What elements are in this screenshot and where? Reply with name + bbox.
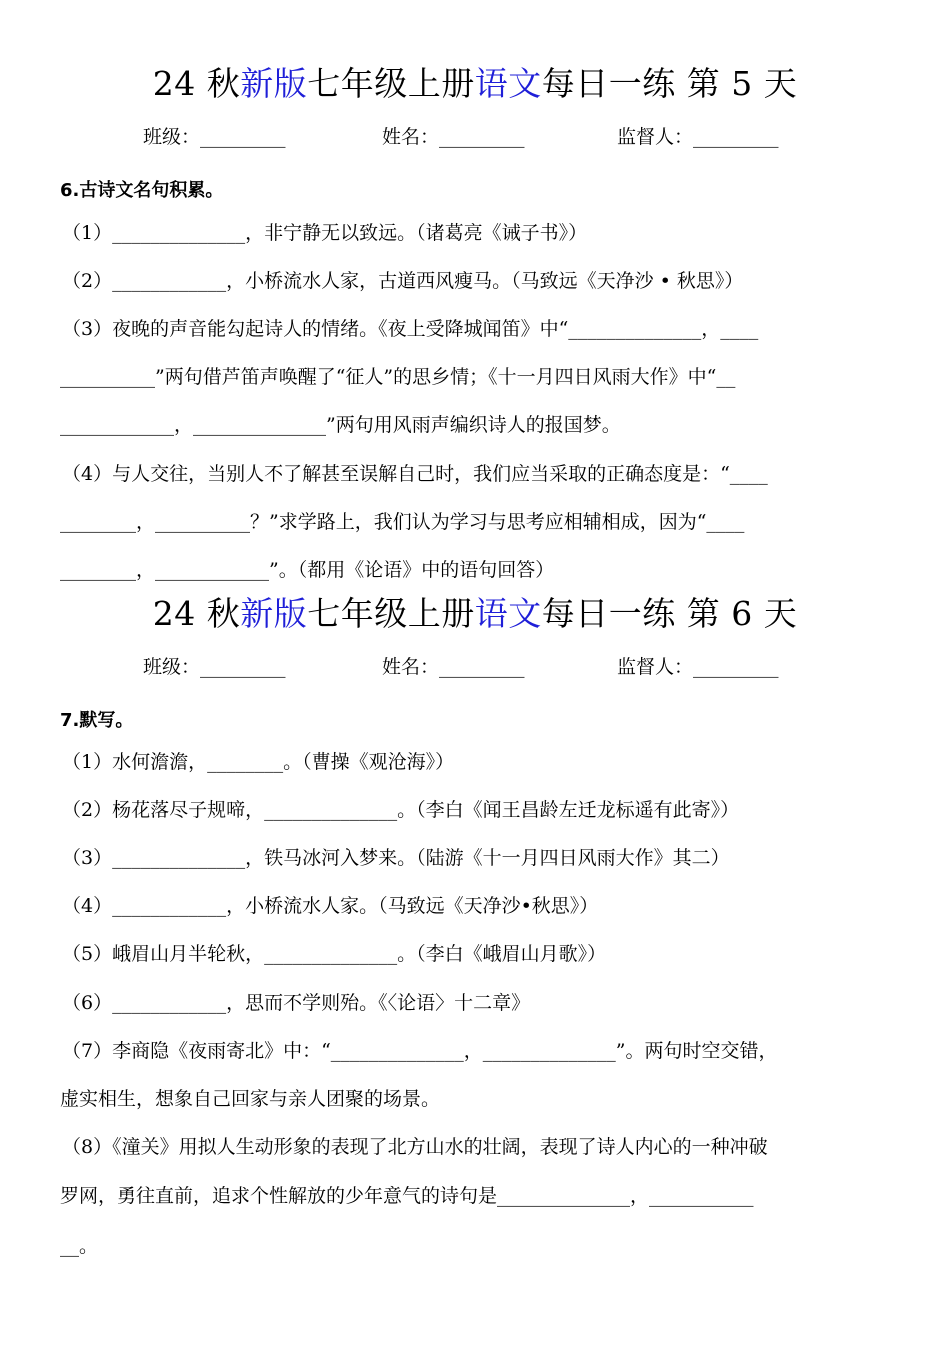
question-line: （7）李商隐《夜雨寄北》中：“______________，______________”。两句时空交错，: [62, 1040, 778, 1062]
title-part-highlight: 新版: [240, 594, 308, 633]
name-label: 姓名：: [382, 126, 440, 148]
question-line: （3）夜晚的声音能勾起诗人的情绪。《夜上受降城闻笛》中“______________，____: [62, 318, 759, 340]
name-blank[interactable]: _________: [439, 656, 525, 678]
question-line: __________”两句借芦笛声唤醒了“征人”的思乡情；《十一月四日风雨大作》中“__: [60, 366, 736, 388]
question-line: （1）水何澹澹，________。（曹操《观沧海》）: [62, 751, 455, 773]
title-part-highlight: 新版: [240, 64, 308, 103]
day6-title: [0, 594, 950, 634]
supervisor-field: [617, 124, 779, 150]
class-blank[interactable]: _________: [200, 126, 286, 148]
supervisor-label: 监督人：: [617, 126, 694, 148]
question-line: ________，__________？”求学路上，我们认为学习与思考应相辅相成，因为“____: [60, 511, 745, 533]
supervisor-label: 监督人：: [617, 656, 694, 678]
name-label: 姓名：: [382, 656, 440, 678]
class-field: [143, 124, 286, 150]
name-blank[interactable]: _________: [439, 126, 525, 148]
question-line: ____________，______________”两句用风雨声编织诗人的报国梦。: [60, 414, 621, 436]
name-field: [382, 654, 525, 680]
title-part: 24 秋: [152, 594, 241, 633]
title-part: 七年级上册: [307, 64, 475, 103]
supervisor-blank[interactable]: _________: [693, 656, 779, 678]
question-line: （2）杨花落尽子规啼，______________。（李白《闻王昌龄左迁龙标遥有此寄》）: [62, 799, 740, 821]
supervisor-field: [617, 654, 779, 680]
title-part-highlight: 语文: [474, 64, 542, 103]
question-line: （2）____________，小桥流水人家，古道西风瘦马。（马致远《天净沙 • 秋思》）: [62, 270, 744, 292]
question-line: （1）______________，非宁静无以致远。（诸葛亮《诫子书》）: [62, 222, 588, 244]
question-line: 罗网，勇往直前，追求个性解放的少年意气的诗句是______________，___________: [60, 1185, 754, 1207]
title-part: 每日一练 第 6 天: [541, 594, 798, 633]
name-field: [382, 124, 525, 150]
day5-section-title: 6.古诗文名句积累。: [60, 180, 224, 201]
question-line: （5）峨眉山月半轮秋，______________。（李白《峨眉山月歌》）: [62, 943, 607, 965]
question-line: 虚实相生，想象自己回家与亲人团聚的场景。: [60, 1088, 441, 1110]
day5-title: [0, 64, 950, 104]
title-part: 每日一练 第 5 天: [541, 64, 798, 103]
question-line: __。: [60, 1235, 99, 1257]
question-line: ________，____________”。（都用《论语》中的语句回答）: [60, 559, 555, 581]
question-line: （4）与人交往，当别人不了解甚至误解自己时，我们应当采取的正确态度是：“____: [62, 463, 768, 485]
class-label: 班级：: [143, 126, 201, 148]
question-line: （6）____________，思而不学则殆。《〈论语〉十二章》: [62, 992, 531, 1014]
day6-section-title: 7.默写。: [60, 710, 134, 731]
question-line: （4）____________，小桥流水人家。（马致远《天净沙•秋思》）: [62, 895, 599, 917]
question-line: （8）《潼关》用拟人生动形象的表现了北方山水的壮阔，表现了诗人内心的一种冲破: [62, 1136, 768, 1158]
class-label: 班级：: [143, 656, 201, 678]
question-line: （3）______________，铁马冰河入梦来。（陆游《十一月四日风雨大作》其二）: [62, 847, 730, 869]
class-blank[interactable]: _________: [200, 656, 286, 678]
class-field: [143, 654, 286, 680]
title-part: 七年级上册: [307, 594, 475, 633]
title-part: 24 秋: [152, 64, 241, 103]
supervisor-blank[interactable]: _________: [693, 126, 779, 148]
title-part-highlight: 语文: [474, 594, 542, 633]
